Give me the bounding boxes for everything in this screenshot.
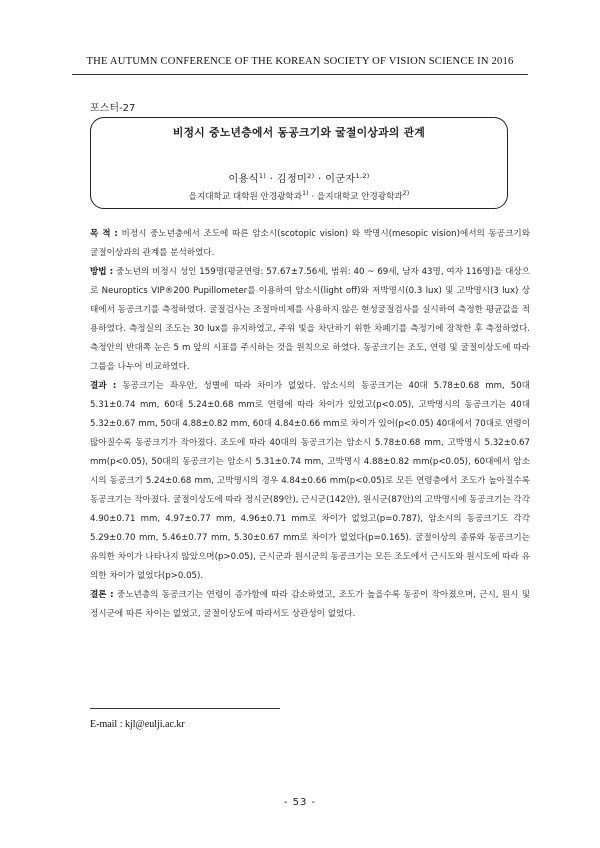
author-separator: ·	[318, 174, 322, 185]
method-label: 방법 :	[90, 267, 114, 277]
affiliation-mark: 2)	[402, 189, 410, 197]
conclusion-text: 중노년층의 동공크기는 연령이 증가함에 따라 감소하였고, 조도가 높을수록 동공이 작아졌으며, 근시, 원시 및 정시군에 따른 차이는 없었고, 굴절이상도에 따라서도 상관성이 없었다.	[90, 590, 530, 619]
affiliation-name: 을지대학교 안경광학과	[316, 192, 403, 202]
affiliation-mark: 1)	[302, 189, 309, 197]
page-number: - 53 -	[283, 797, 317, 808]
abstract-body	[90, 225, 530, 624]
purpose-text: 비정시 중노년층에서 조도에 따른 암소시(scotopic vision) 와 박명시(mesopic vision)에서의 동공크기와 굴절이상과의 관계를 분석하였다.	[90, 229, 530, 258]
conclusion-label: 결론 :	[90, 590, 114, 600]
author-name: 이군자	[325, 174, 356, 185]
paper-title: 비정시 중노년층에서 동공크기와 굴절이상과의 관계	[172, 126, 426, 139]
conference-header: THE AUTUMN CONFERENCE OF THE KOREAN SOCIETY OF VISION SCIENCE IN 2016	[86, 56, 514, 67]
header-divider	[72, 74, 528, 75]
author-name: 김정미	[276, 174, 308, 185]
results-label: 결과 :	[90, 381, 117, 391]
results-paragraph	[90, 377, 530, 586]
method-paragraph	[90, 263, 530, 377]
purpose-label: 목 적 :	[90, 229, 118, 239]
poster-label: 포스터-27	[90, 103, 136, 114]
title-box	[90, 117, 508, 209]
footnote-divider	[90, 708, 280, 709]
author-affiliation-mark: 1,2)	[355, 172, 370, 180]
author-name: 이용식	[228, 174, 259, 185]
affiliation-list	[91, 189, 507, 202]
conclusion-paragraph	[90, 586, 530, 624]
author-separator: ·	[269, 174, 274, 185]
purpose-paragraph	[90, 225, 530, 263]
author-list	[91, 170, 507, 185]
affiliation-name: 을지대학교 대학원 안경광학과	[188, 192, 303, 202]
results-text: 동공크기는 좌우안, 성별에 따라 차이가 없었다. 암소시의 동공크기는 40대 5.78±0.68 mm, 50대 5.31±0.74 mm, 60대 5.24±0.68 mm로 연령에 따라 차이가 있었고(p<0.05), 고박명시의 동공크기는 40대 5.32±0.67 mm, 50대 4.88±0.82 mm, 60대 4.84±0.66 mm로 차이가 있어(p<0.05) 40대에서 70대로 연령이 많아질수록 동공크기가 작아졌다. 조도에 따라 40대의 동공크기는 암소시 5.78±0.68 mm, 고박명시 5.32±0.67 mm(p<0.05), 50대의 동공크기는 암소시 5.31±0.74 mm, 고박명시 4.88±0.82 mm(p<0.05), 60대에서 암소시의 동공크기 5.24±0.68 mm, 고박명시의 경우 4.84±0.66 mm(p<0.05)로 모든 연령층에서 조도가 높아질수록 동공크기는 작아졌다. 굴절이상도에 따라 정시군(89안), 근시군(142안), 원시군(87안)의 고박명시에 동공크기는 각각 4.90±0.71 mm, 4.97±0.77 mm, 4.96±0.71 mm로 차이가 없었고(p=0.787), 암소시의 동공크기도 각각 5.29±0.70 mm, 5.46±0.77 mm, 5.30±0.67 mm로 차이가 없었다(p=0.165). 굴절이상의 종류와 동공크기는 유의한 차이가 나타나지 않았으며(p>0.05), 근시군과 원시군의 동공크기는 모든 조도에서 근시도와 원시도에 따라 유의한 차이가 없었다(p>0.05).	[90, 381, 530, 581]
author-affiliation-mark: 2)	[307, 172, 315, 180]
footnote-email: E-mail : kjl@eulji.ac.kr	[90, 719, 185, 730]
author-affiliation-mark: 1)	[258, 172, 267, 180]
method-text: 중노년의 비정시 성인 159명(평균연령: 57.67±7.56세, 범위: 40 ~ 69세, 남자 43명, 여자 116명)을 대상으로 Neuroptics VIP®200 Pupillometer를 이용하여 암소시(light off)와 저박명시(0.3 lux) 및 고박명시(3 lux) 상태에서 동공크기를 측정하였다. 굴절검사는 조절마비제를 사용하지 않은 현성굴절검사를 실시하여 측정한 평균값을 적용하였다. 측정실의 조도는 30 lux를 유지하였고, 주위 빛을 차단하기 위한 차폐기를 측정기에 장착한 후 측정하였다. 측정안의 반대쪽 눈은 5 m 앞의 시표를 주시하는 것을 원칙으로 하였다. 동공크기는 조도, 연령 및 굴절이상도에 따라 그룹을 나누어 비교하였다.	[90, 267, 530, 372]
affiliation-separator: ·	[311, 192, 315, 202]
